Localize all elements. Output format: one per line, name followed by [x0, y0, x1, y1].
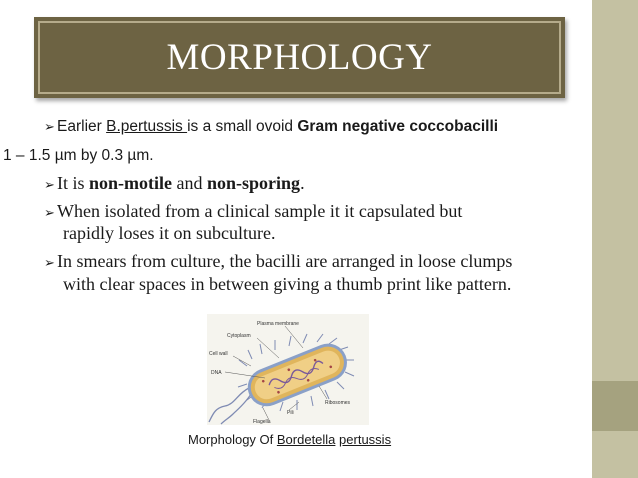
- bullet-4-line1: In smears from culture, the bacilli are arranged in loose clumps: [57, 251, 513, 271]
- bullet-1-bold: Gram negative coccobacilli: [297, 118, 499, 135]
- bullet-4-line2: with clear spaces in between giving a thumb print like pattern.: [63, 274, 512, 294]
- bullet-2-text-c: .: [300, 173, 305, 193]
- bullet-1-line2: 1 – 1.5 µm by 0.3 µm.: [3, 147, 154, 164]
- bullet-3-line1: When isolated from a clinical sample it it capsulated but: [57, 201, 463, 221]
- label-plasma-membrane: Plasma membrane: [257, 321, 299, 327]
- bullet-1-text-a: Earlier: [57, 118, 107, 135]
- label-ribosomes: Ribosomes: [325, 400, 351, 406]
- bullet-4: [44, 251, 512, 272]
- bpertussis-link: B.pertussis: [106, 118, 188, 135]
- bacterium-diagram: [207, 314, 369, 425]
- arrow-bullet-icon: ➢: [44, 206, 55, 221]
- bullet-2-bold-1: non-motile: [89, 173, 173, 193]
- title-bar: [34, 17, 565, 98]
- right-decor-accent: [592, 381, 638, 431]
- label-dna: DNA: [211, 370, 222, 376]
- caption-genus: Bordetella: [276, 432, 336, 447]
- figure-caption: [188, 432, 391, 447]
- bullet-2-bold-2: non-sporing: [207, 173, 301, 193]
- caption-text: Morphology Of: [188, 432, 277, 447]
- label-cytoplasm: Cytoplasm: [227, 333, 251, 339]
- bullet-1: [44, 118, 498, 136]
- caption-species: pertussis: [339, 432, 392, 447]
- label-cell-wall: Cell wall: [209, 351, 228, 357]
- bullet-2-text-b: and: [172, 173, 208, 193]
- label-pili: Pili: [287, 410, 294, 416]
- arrow-bullet-icon: ➢: [44, 120, 55, 135]
- bullet-3: [44, 201, 462, 222]
- bullet-1-text-b: is a small ovoid: [187, 118, 298, 135]
- label-flagella: Flagella: [253, 419, 271, 425]
- bullet-2: [44, 173, 305, 194]
- bullet-3-line2: rapidly loses it on subculture.: [63, 223, 276, 243]
- bullet-2-text-a: It is: [57, 173, 90, 193]
- slide-title: MORPHOLOGY: [166, 37, 433, 78]
- arrow-bullet-icon: ➢: [44, 178, 55, 193]
- arrow-bullet-icon: ➢: [44, 256, 55, 271]
